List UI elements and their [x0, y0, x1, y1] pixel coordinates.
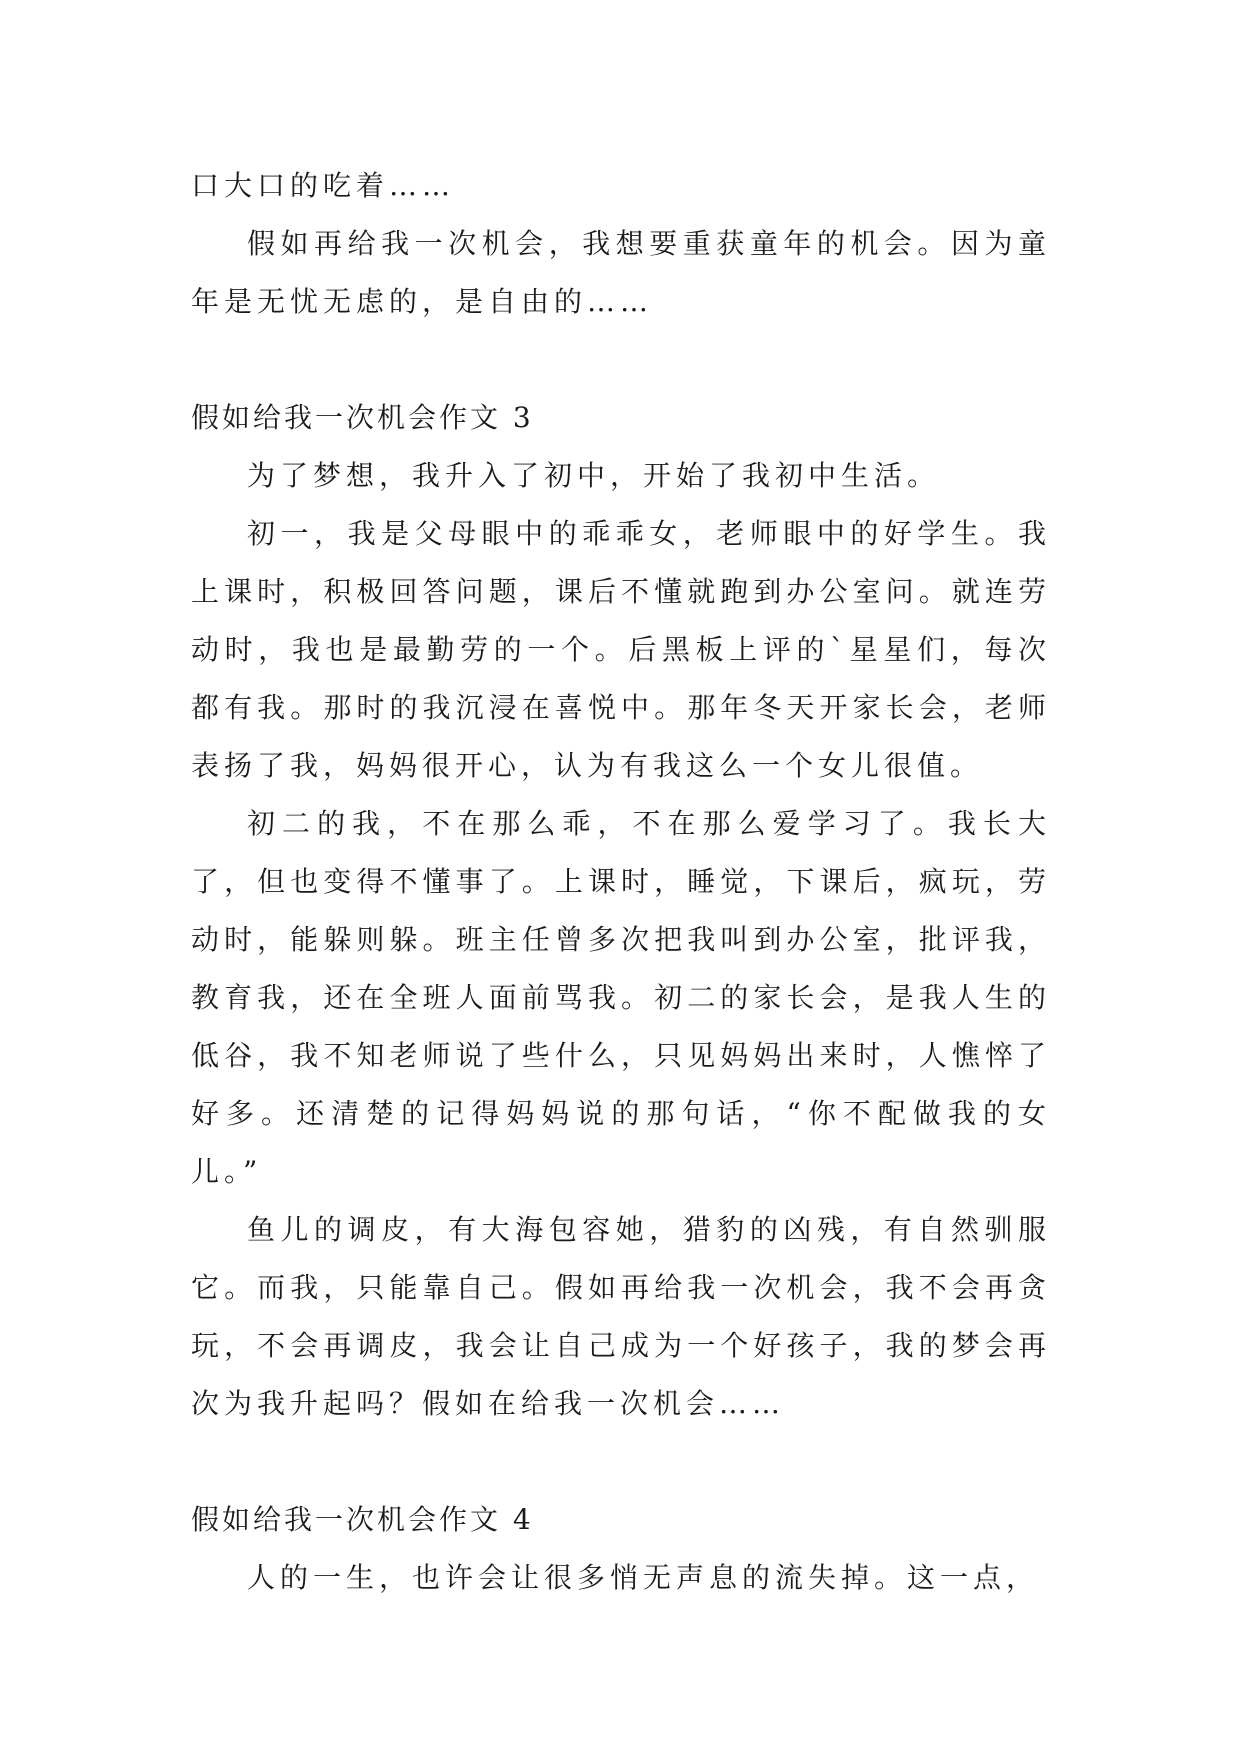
paragraph: 鱼儿的调皮，有大海包容她，猎豹的凶残，有自然驯服它。而我，只能靠自己。假如再给我一次机会，我不会再贪玩，不会再调皮，我会让自己成为一个好孩子，我的梦会再次为我升起吗？假如在给我一次机会…… — [191, 1213, 1051, 1420]
paragraph: 初二的我，不在那么乖，不在那么爱学习了。我长大了，但也变得不懂事了。上课时，睡觉，下课后，疯玩，劳动时，能躲则躲。班主任曾多次把我叫到办公室，批评我，教育我，还在全班人面前骂我。初二的家长会，是我人生的低谷，我不知老师说了些什么，只见妈妈出来时，人憔悴了好多。还清楚的记得妈妈说的那句话，“你不配做我的女儿。” — [191, 807, 1051, 1188]
section-heading-3: 假如给我一次机会作文 3 — [191, 401, 534, 434]
paragraph: 人的一生，也许会让很多悄无声息的流失掉。这一点， — [247, 1561, 1040, 1594]
section-gap — [191, 1433, 1051, 1491]
paragraph: 为了梦想，我升入了初中，开始了我初中生活。 — [247, 459, 941, 492]
document-body — [191, 157, 1051, 1607]
section-gap — [191, 331, 1051, 389]
paragraph: 初一，我是父母眼中的乖乖女，老师眼中的好学生。我上课时，积极回答问题，课后不懂就跑到办公室问。就连劳动时，我也是最勤劳的一个。后黑板上评的`星星们，每次都有我。那时的我沉浸在喜悦中。那年冬天开家长会，老师表扬了我，妈妈很开心，认为有我这么一个女儿很值。 — [191, 517, 1051, 782]
section-heading-4: 假如给我一次机会作文 4 — [191, 1503, 534, 1536]
paragraph-continuation: 口大口的吃着…… — [191, 169, 456, 202]
paragraph: 假如再给我一次机会，我想要重获童年的机会。因为童年是无忧无虑的，是自由的…… — [191, 227, 1051, 318]
